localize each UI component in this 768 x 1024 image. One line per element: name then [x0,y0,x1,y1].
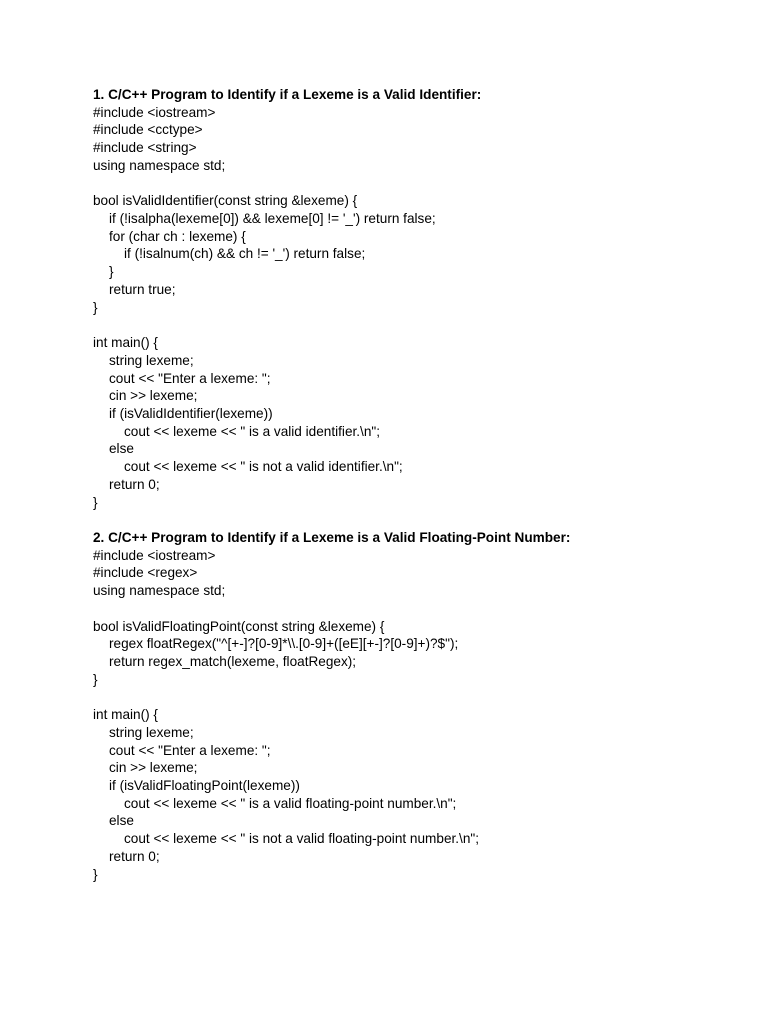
blank-line [93,511,733,529]
code-line: else [109,441,134,457]
code-line: cout << "Enter a lexeme: "; [109,742,271,758]
code-line: if (isValidFloatingPoint(lexeme)) [109,778,300,794]
section-heading: 1. C/C++ Program to Identify if a Lexeme is a Valid Identifier: [93,87,482,102]
code-line: if (isValidIdentifier(lexeme)) [109,405,273,421]
code-line: #include <regex> [93,565,198,581]
program-section-1 [93,86,733,529]
code-line: #include <cctype> [93,122,203,138]
code-line: } [93,299,98,315]
code-line: int main() { [93,335,158,351]
blank-line [93,600,733,618]
code-line: cout << lexeme << " is a valid identifier.\n"; [124,423,380,439]
code-line: cout << "Enter a lexeme: "; [109,370,271,386]
code-line: return true; [109,281,176,297]
code-line: regex floatRegex("^[+-]?[0-9]*\\.[0-9]+([eE][+-]?[0-9]+)?$"); [109,636,459,652]
code-line: string lexeme; [109,352,194,368]
blank-line [93,316,733,334]
document-body [93,86,733,883]
code-line: #include <iostream> [93,547,216,563]
code-line: else [109,813,134,829]
code-line: bool isValidFloatingPoint(const string &lexeme) { [93,618,385,634]
code-line: if (!isalnum(ch) && ch != '_') return false; [124,246,366,262]
code-line: using namespace std; [93,157,226,173]
code-line: } [93,494,98,510]
code-line: return regex_match(lexeme, floatRegex); [109,654,357,669]
program-section-2 [93,529,733,883]
blank-line [93,688,733,706]
blank-line [93,175,733,193]
code-line: #include <iostream> [93,104,216,120]
code-line: if (!isalpha(lexeme[0]) && lexeme[0] != '_') return false; [109,211,436,227]
code-line: cin >> lexeme; [109,760,198,776]
code-line: cout << lexeme << " is a valid floating-point number.\n"; [124,795,457,811]
code-line: cout << lexeme << " is not a valid floating-point number.\n"; [124,831,479,847]
code-line: string lexeme; [109,724,194,740]
code-line: using namespace std; [93,583,226,599]
code-line: } [109,264,114,280]
section-heading: 2. C/C++ Program to Identify if a Lexeme is a Valid Floating-Point Number: [93,529,571,545]
code-line: #include <string> [93,140,197,156]
code-line: } [93,671,98,687]
code-line: return 0; [109,848,160,864]
code-line: int main() { [93,707,158,723]
code-line: bool isValidIdentifier(const string &lexeme) { [93,193,358,209]
code-line: cout << lexeme << " is not a valid identifier.\n"; [124,459,403,475]
code-line: for (char ch : lexeme) { [109,228,246,244]
code-line: } [93,866,98,882]
code-line: cin >> lexeme; [109,388,198,404]
code-line: return 0; [109,476,160,492]
